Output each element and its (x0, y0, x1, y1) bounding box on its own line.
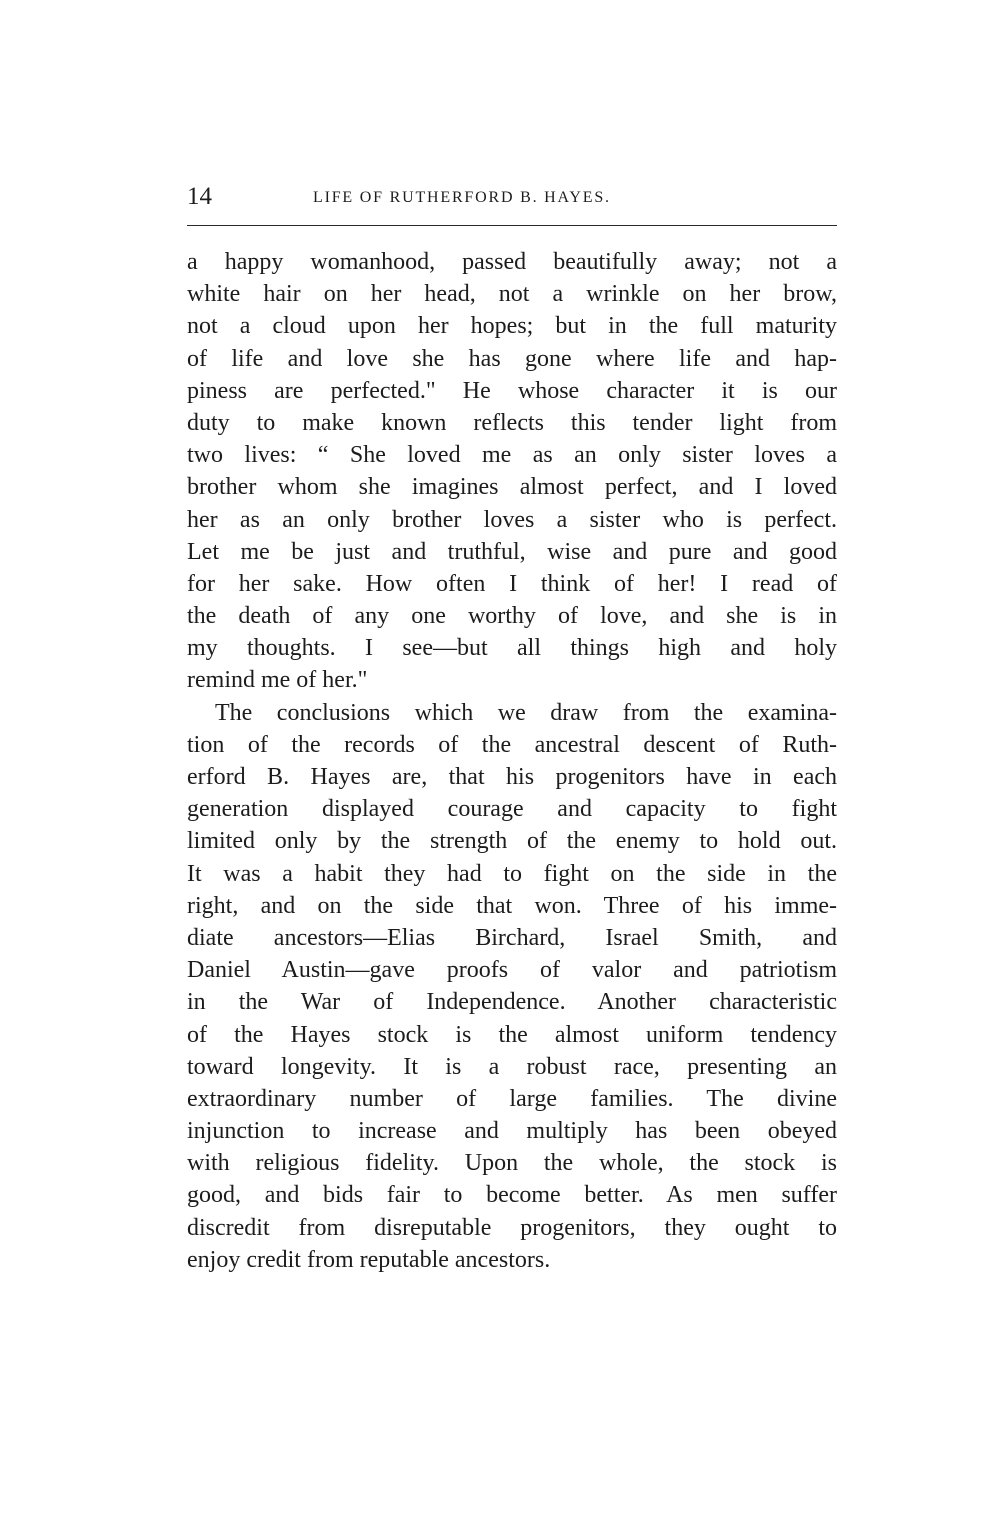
text-line: The conclusions which we draw from the examina- (215, 699, 837, 726)
text-line: generation displayed courage and capacity to fight (187, 796, 837, 823)
paragraph-1 (187, 246, 837, 697)
text-line: not a cloud upon her hopes; but in the full maturity (187, 313, 837, 340)
text-line: limited only by the strength of the enemy to hold out. (187, 828, 837, 855)
header-rule-divider (187, 225, 837, 226)
text-line: erford B. Hayes are, that his progenitors have in each (187, 764, 837, 790)
text-line: remind me of her." (187, 667, 368, 694)
text-line: the death of any one worthy of love, and she is in (187, 603, 837, 630)
body-text (187, 246, 837, 1276)
text-line: my thoughts. I see—but all things high and holy (187, 635, 837, 662)
running-title: LIFE OF RUTHERFORD B. HAYES. (313, 189, 611, 206)
page-number: 14 (187, 183, 212, 210)
text-line: of life and love she has gone where life and hap- (187, 345, 837, 372)
text-line: white hair on her head, not a wrinkle on her brow, (187, 281, 837, 308)
running-head (187, 180, 837, 220)
text-line: Daniel Austin—gave proofs of valor and patriotism (187, 957, 837, 984)
text-line: injunction to increase and multiply has been obeyed (187, 1118, 837, 1145)
text-line: Let me be just and truthful, wise and pure and good (187, 538, 837, 565)
text-line: two lives: “ She loved me as an only sister loves a (187, 442, 837, 469)
text-line: a happy womanhood, passed beautifully away; not a (187, 249, 837, 275)
text-line: for her sake. How often I think of her! I read of (187, 570, 837, 597)
text-line: diate ancestors—Elias Birchard, Israel Smith, and (187, 924, 837, 951)
text-line: with religious fidelity. Upon the whole, the stock is (187, 1150, 837, 1177)
text-line: good, and bids fair to become better. As men suffer (187, 1182, 837, 1209)
paragraph-2 (187, 697, 837, 1276)
text-line: of the Hayes stock is the almost uniform tendency (187, 1021, 837, 1048)
text-line: piness are perfected." He whose character it is our (187, 377, 837, 404)
text-line: toward longevity. It is a robust race, presenting an (187, 1053, 837, 1080)
text-line: extraordinary number of large families. The divine (187, 1085, 837, 1112)
text-line: discredit from disreputable progenitors, they ought to (187, 1214, 837, 1241)
text-line: It was a habit they had to fight on the side in the (187, 860, 837, 887)
text-line: her as an only brother loves a sister who is perfect. (187, 506, 837, 533)
text-line: brother whom she imagines almost perfect, and I loved (187, 474, 837, 501)
text-line: duty to make known reflects this tender light from (187, 409, 837, 436)
text-line: tion of the records of the ancestral descent of Ruth- (187, 731, 837, 758)
text-line: in the War of Independence. Another characteristic (187, 989, 837, 1016)
text-line: right, and on the side that won. Three of his imme- (187, 892, 837, 919)
text-line: enjoy credit from reputable ancestors. (187, 1246, 551, 1273)
